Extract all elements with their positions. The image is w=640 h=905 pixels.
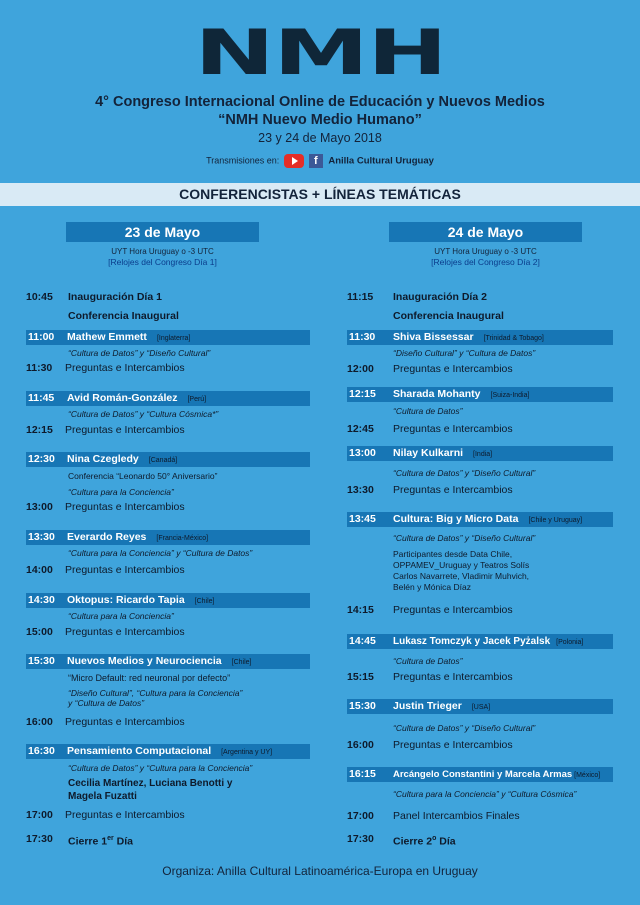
day2-tz-text: UYT Hora Uruguay o -3 UTC (434, 247, 537, 256)
day2-theme-6: “Cultura de Datos” y “Diseño Cultural” (393, 723, 536, 733)
day2-theme-1: “Diseño Cultural” y “Cultura de Datos” (393, 348, 536, 358)
day1-tz-text: UYT Hora Uruguay o -3 UTC (111, 247, 214, 256)
transmission-line (0, 154, 640, 168)
day1-theme-5: “Cultura para la Conciencia” (68, 611, 174, 621)
day2-theme-7: “Cultura para la Conciencia” y “Cultura Cósmica” (393, 789, 577, 799)
day1-session-7: 16:30 Pensamiento Computacional [Argentina y UY] (26, 744, 310, 759)
day1-theme-6: “Diseño Cultural”, “Cultura para la Conciencia” (68, 688, 243, 698)
day2-theme-5: “Cultura de Datos” (393, 656, 463, 666)
day1-theme-7: “Cultura de Datos” y “Cultura para la Conciencia” (68, 763, 253, 773)
day2-theme-4: “Cultura de Datos” y “Diseño Cultural” (393, 533, 536, 543)
day1-people-7b: Magela Fuzatti (68, 791, 137, 802)
day2-session-7: 16:15 Arcángelo Constantini y Marcela Armas [México] (347, 767, 613, 782)
day2-session-4: 13:45 Cultura: Big y Micro Data [Chile y Uruguay] (347, 512, 613, 527)
day1-theme-4: “Cultura para la Conciencia” y “Cultura de Datos” (68, 548, 253, 558)
day2-timezone (389, 246, 582, 268)
day2-participants-1: Participantes desde Data Chile, (393, 549, 513, 559)
youtube-icon[interactable] (284, 154, 304, 168)
transmission-label: Transmisiones en: (206, 155, 280, 166)
day2-participants-2: OPPAMEV_Uruguay y Teatros Solís (393, 560, 530, 570)
day2-session-6: 15:30 Justin Trieger [USA] (347, 699, 613, 714)
day2-participants-4: Belén y Mónica Díaz (393, 582, 471, 592)
congress-dates: 23 y 24 de Mayo 2018 (258, 131, 382, 145)
day1-session-3: 12:30 Nina Czegledy [Canadá] (26, 452, 310, 467)
day1-session-5: 14:30 Oktopus: Ricardo Tapia [Chile] (26, 593, 310, 608)
day1-people-7a: Cecilia Martínez, Luciana Benotti y (68, 778, 233, 789)
day1-header: 23 de Mayo (66, 222, 259, 242)
day1-timezone (66, 246, 259, 268)
day2-clocks-link[interactable]: [Relojes del Congreso Día 2] (431, 257, 540, 267)
day2-participants-3: Carlos Navarrete, Vladimir Muhvich, (393, 571, 530, 581)
nmh-logo: NMH (194, 16, 446, 89)
day1-theme-3: “Cultura para la Conciencia” (68, 487, 174, 497)
day1-extra-3: Conferencia “Leonardo 50° Aniversario” (68, 471, 218, 481)
congress-subtitle: “NMH Nuevo Medio Humano” (218, 112, 422, 128)
day2-theme-2: “Cultura de Datos” (393, 406, 463, 416)
day2-header: 24 de Mayo (389, 222, 582, 242)
congress-title: 4° Congreso Internacional Online de Educación y Nuevos Medios (95, 94, 545, 110)
day1-theme-2: “Cultura de Datos” y “Cultura Cósmica*” (68, 409, 219, 419)
section-heading: CONFERENCISTAS + LÍNEAS TEMÁTICAS (0, 183, 640, 206)
facebook-icon[interactable]: f (309, 154, 323, 168)
day2-theme-3: “Cultura de Datos” y “Diseño Cultural” (393, 468, 536, 478)
transmission-channel[interactable]: Anilla Cultural Uruguay (328, 155, 434, 167)
organizer-footer: Organiza: Anilla Cultural Latinoamérica-Europa en Uruguay (162, 864, 478, 878)
day1-clocks-link[interactable]: [Relojes del Congreso Día 1] (108, 257, 217, 267)
day1-theme-1: “Cultura de Datos” y “Diseño Cultural” (68, 348, 211, 358)
day2-session-5: 14:45 Lukasz Tomczyk y Jacek Pyżalsk [Polonia] (347, 634, 613, 649)
day1-session-4: 13:30 Everardo Reyes [Francia-México] (26, 530, 310, 545)
day1-session-1: 11:00 Mathew Emmett [Inglaterra] (26, 330, 310, 345)
day2-session-1: 11:30 Shiva Bissessar [Trinidad & Tobago] (347, 330, 613, 345)
day1-session-2: 11:45 Avid Román-González [Perú] (26, 391, 310, 406)
day2-session-3: 13:00 Nilay Kulkarni [India] (347, 446, 613, 461)
day2-session-2: 12:15 Sharada Mohanty [Suiza-India] (347, 387, 613, 402)
day1-session-6: 15:30 Nuevos Medios y Neurociencia [Chile] (26, 654, 310, 669)
day1-extra-6: “Micro Default: red neuronal por defecto” (68, 673, 231, 683)
day1-theme-6b: y “Cultura de Datos” (68, 698, 145, 708)
